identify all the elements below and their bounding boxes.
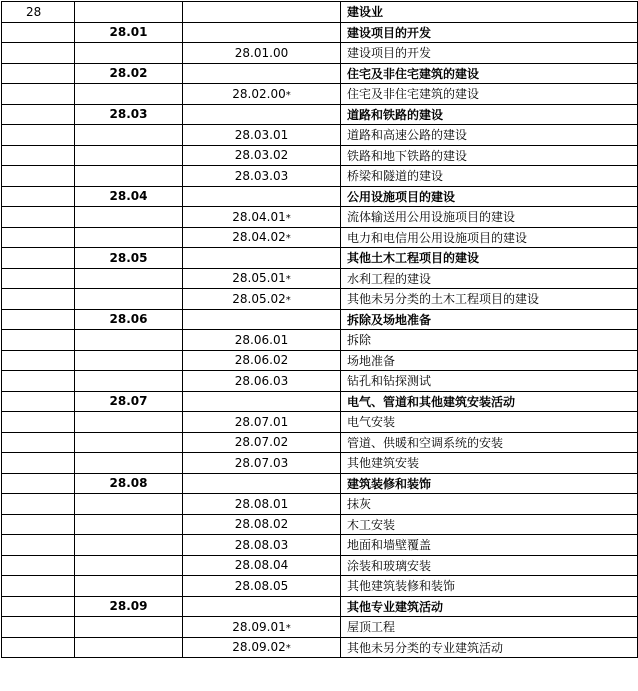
empty-cell xyxy=(2,637,75,658)
division-code: 28 xyxy=(2,2,75,23)
class-code: 28.08.01 xyxy=(234,496,289,511)
empty-cell xyxy=(75,145,183,166)
empty-cell xyxy=(75,371,183,392)
class-code: 28.08.04 xyxy=(234,558,289,573)
empty-cell xyxy=(75,617,183,638)
class-code: 28.08.05 xyxy=(234,578,289,593)
class-code-cell xyxy=(183,453,341,474)
group-title: 其他专业建筑活动 xyxy=(341,596,638,617)
empty-cell xyxy=(183,2,341,23)
group-row xyxy=(2,63,638,84)
empty-cell xyxy=(2,268,75,289)
empty-cell xyxy=(75,84,183,105)
class-code-cell xyxy=(183,84,341,105)
class-code: 28.04.01 xyxy=(232,209,286,224)
empty-cell xyxy=(75,412,183,433)
class-code-cell xyxy=(183,412,341,433)
group-title: 电气、管道和其他建筑安装活动 xyxy=(341,391,638,412)
class-row xyxy=(2,289,638,310)
empty-cell xyxy=(2,330,75,351)
class-code: 28.05.02 xyxy=(232,291,286,306)
empty-cell xyxy=(2,186,75,207)
class-row xyxy=(2,350,638,371)
empty-cell xyxy=(2,514,75,535)
star-marker: * xyxy=(285,274,291,286)
empty-cell xyxy=(2,432,75,453)
class-row xyxy=(2,207,638,228)
class-description: 电气安装 xyxy=(341,412,638,433)
group-code: 28.06 xyxy=(75,309,183,330)
class-code: 28.09.02 xyxy=(232,640,286,655)
class-description: 铁路和地下铁路的建设 xyxy=(341,145,638,166)
class-description: 水利工程的建设 xyxy=(341,268,638,289)
division-title: 建设业 xyxy=(341,2,638,23)
group-row xyxy=(2,104,638,125)
class-code-cell xyxy=(183,617,341,638)
class-code-cell xyxy=(183,125,341,146)
star-marker: * xyxy=(285,89,291,101)
star-marker: * xyxy=(285,233,291,245)
class-description: 电力和电信用公用设施项目的建设 xyxy=(341,227,638,248)
empty-cell xyxy=(75,2,183,23)
group-title: 其他土木工程项目的建设 xyxy=(341,248,638,269)
class-code-cell xyxy=(183,494,341,515)
empty-cell xyxy=(2,166,75,187)
class-description: 木工安装 xyxy=(341,514,638,535)
empty-cell xyxy=(2,617,75,638)
class-code: 28.01.00 xyxy=(234,45,289,60)
class-row xyxy=(2,432,638,453)
class-description: 建设项目的开发 xyxy=(341,43,638,64)
group-row xyxy=(2,186,638,207)
class-description: 拆除 xyxy=(341,330,638,351)
class-code: 28.06.03 xyxy=(234,373,289,388)
group-row xyxy=(2,309,638,330)
class-code: 28.08.03 xyxy=(234,537,289,552)
class-code: 28.03.03 xyxy=(234,168,289,183)
empty-cell xyxy=(183,596,341,617)
empty-cell xyxy=(2,104,75,125)
class-description: 抹灰 xyxy=(341,494,638,515)
class-row xyxy=(2,576,638,597)
empty-cell xyxy=(2,371,75,392)
class-row xyxy=(2,535,638,556)
class-description: 桥梁和隧道的建设 xyxy=(341,166,638,187)
group-code: 28.04 xyxy=(75,186,183,207)
class-code-cell xyxy=(183,576,341,597)
class-description: 钻孔和钻探测试 xyxy=(341,371,638,392)
empty-cell xyxy=(75,207,183,228)
class-code: 28.07.03 xyxy=(234,455,289,470)
class-row xyxy=(2,84,638,105)
empty-cell xyxy=(75,43,183,64)
empty-cell xyxy=(2,84,75,105)
empty-cell xyxy=(2,309,75,330)
class-code-cell xyxy=(183,227,341,248)
empty-cell xyxy=(183,63,341,84)
class-description: 住宅及非住宅建筑的建设 xyxy=(341,84,638,105)
class-code: 28.02.00 xyxy=(232,86,286,101)
class-row xyxy=(2,494,638,515)
class-code-cell xyxy=(183,330,341,351)
group-code: 28.09 xyxy=(75,596,183,617)
empty-cell xyxy=(75,576,183,597)
class-code-cell xyxy=(183,350,341,371)
class-description: 管道、供暖和空调系统的安装 xyxy=(341,432,638,453)
group-row xyxy=(2,596,638,617)
group-code: 28.02 xyxy=(75,63,183,84)
empty-cell xyxy=(75,268,183,289)
empty-cell xyxy=(183,22,341,43)
group-row xyxy=(2,22,638,43)
empty-cell xyxy=(2,207,75,228)
empty-cell xyxy=(2,494,75,515)
empty-cell xyxy=(183,473,341,494)
empty-cell xyxy=(75,555,183,576)
class-row xyxy=(2,371,638,392)
empty-cell xyxy=(2,555,75,576)
group-title: 住宅及非住宅建筑的建设 xyxy=(341,63,638,84)
empty-cell xyxy=(75,125,183,146)
class-code: 28.09.01 xyxy=(232,619,286,634)
group-code: 28.08 xyxy=(75,473,183,494)
class-row xyxy=(2,145,638,166)
class-row xyxy=(2,637,638,658)
class-description: 其他未另分类的专业建筑活动 xyxy=(341,637,638,658)
class-code-cell xyxy=(183,268,341,289)
class-code-cell xyxy=(183,555,341,576)
class-row xyxy=(2,166,638,187)
star-marker: * xyxy=(285,643,291,655)
star-marker: * xyxy=(285,622,291,634)
division-row xyxy=(2,2,638,23)
empty-cell xyxy=(75,514,183,535)
class-code: 28.04.02 xyxy=(232,230,286,245)
empty-cell xyxy=(2,473,75,494)
empty-cell xyxy=(75,289,183,310)
empty-cell xyxy=(75,494,183,515)
class-description: 道路和高速公路的建设 xyxy=(341,125,638,146)
empty-cell xyxy=(2,576,75,597)
classification-table xyxy=(1,1,638,658)
empty-cell xyxy=(2,412,75,433)
class-code: 28.07.01 xyxy=(234,414,289,429)
class-code-cell xyxy=(183,514,341,535)
group-code: 28.01 xyxy=(75,22,183,43)
empty-cell xyxy=(183,391,341,412)
empty-cell xyxy=(2,535,75,556)
class-description: 其他建筑安装 xyxy=(341,453,638,474)
group-title: 建设项目的开发 xyxy=(341,22,638,43)
empty-cell xyxy=(75,227,183,248)
class-row xyxy=(2,43,638,64)
empty-cell xyxy=(2,227,75,248)
group-code: 28.03 xyxy=(75,104,183,125)
star-marker: * xyxy=(285,212,291,224)
group-row xyxy=(2,391,638,412)
group-title: 建筑装修和装饰 xyxy=(341,473,638,494)
empty-cell xyxy=(2,350,75,371)
class-description: 场地准备 xyxy=(341,350,638,371)
empty-cell xyxy=(2,596,75,617)
class-row xyxy=(2,555,638,576)
empty-cell xyxy=(2,391,75,412)
group-code: 28.07 xyxy=(75,391,183,412)
empty-cell xyxy=(2,43,75,64)
class-code: 28.03.01 xyxy=(234,127,289,142)
empty-cell xyxy=(75,453,183,474)
class-code: 28.03.02 xyxy=(234,148,289,163)
class-code: 28.06.01 xyxy=(234,332,289,347)
class-description: 流体输送用公用设施项目的建设 xyxy=(341,207,638,228)
empty-cell xyxy=(2,145,75,166)
class-row xyxy=(2,330,638,351)
empty-cell xyxy=(75,330,183,351)
group-title: 拆除及场地准备 xyxy=(341,309,638,330)
class-row xyxy=(2,125,638,146)
class-code-cell xyxy=(183,43,341,64)
empty-cell xyxy=(75,535,183,556)
empty-cell xyxy=(183,186,341,207)
class-row xyxy=(2,412,638,433)
class-row xyxy=(2,227,638,248)
class-code-cell xyxy=(183,637,341,658)
class-row xyxy=(2,453,638,474)
class-code-cell xyxy=(183,145,341,166)
class-row xyxy=(2,514,638,535)
empty-cell xyxy=(75,166,183,187)
empty-cell xyxy=(75,432,183,453)
empty-cell xyxy=(2,453,75,474)
group-row xyxy=(2,248,638,269)
class-code-cell xyxy=(183,535,341,556)
class-code-cell xyxy=(183,289,341,310)
empty-cell xyxy=(2,63,75,84)
table-body xyxy=(2,2,638,658)
group-code: 28.05 xyxy=(75,248,183,269)
empty-cell xyxy=(2,248,75,269)
class-code-cell xyxy=(183,432,341,453)
class-code-cell xyxy=(183,207,341,228)
group-row xyxy=(2,473,638,494)
class-row xyxy=(2,268,638,289)
class-code-cell xyxy=(183,166,341,187)
class-description: 其他建筑装修和装饰 xyxy=(341,576,638,597)
empty-cell xyxy=(75,350,183,371)
group-title: 道路和铁路的建设 xyxy=(341,104,638,125)
class-code: 28.05.01 xyxy=(232,271,286,286)
star-marker: * xyxy=(285,294,291,306)
empty-cell xyxy=(2,125,75,146)
empty-cell xyxy=(2,289,75,310)
empty-cell xyxy=(2,22,75,43)
empty-cell xyxy=(183,309,341,330)
class-description: 地面和墙壁覆盖 xyxy=(341,535,638,556)
class-code-cell xyxy=(183,371,341,392)
group-title: 公用设施项目的建设 xyxy=(341,186,638,207)
empty-cell xyxy=(183,248,341,269)
class-code: 28.06.02 xyxy=(234,353,289,368)
class-description: 涂装和玻璃安装 xyxy=(341,555,638,576)
class-code: 28.07.02 xyxy=(234,435,289,450)
class-description: 其他未另分类的土木工程项目的建设 xyxy=(341,289,638,310)
class-description: 屋顶工程 xyxy=(341,617,638,638)
empty-cell xyxy=(75,637,183,658)
class-row xyxy=(2,617,638,638)
empty-cell xyxy=(183,104,341,125)
class-code: 28.08.02 xyxy=(234,517,289,532)
